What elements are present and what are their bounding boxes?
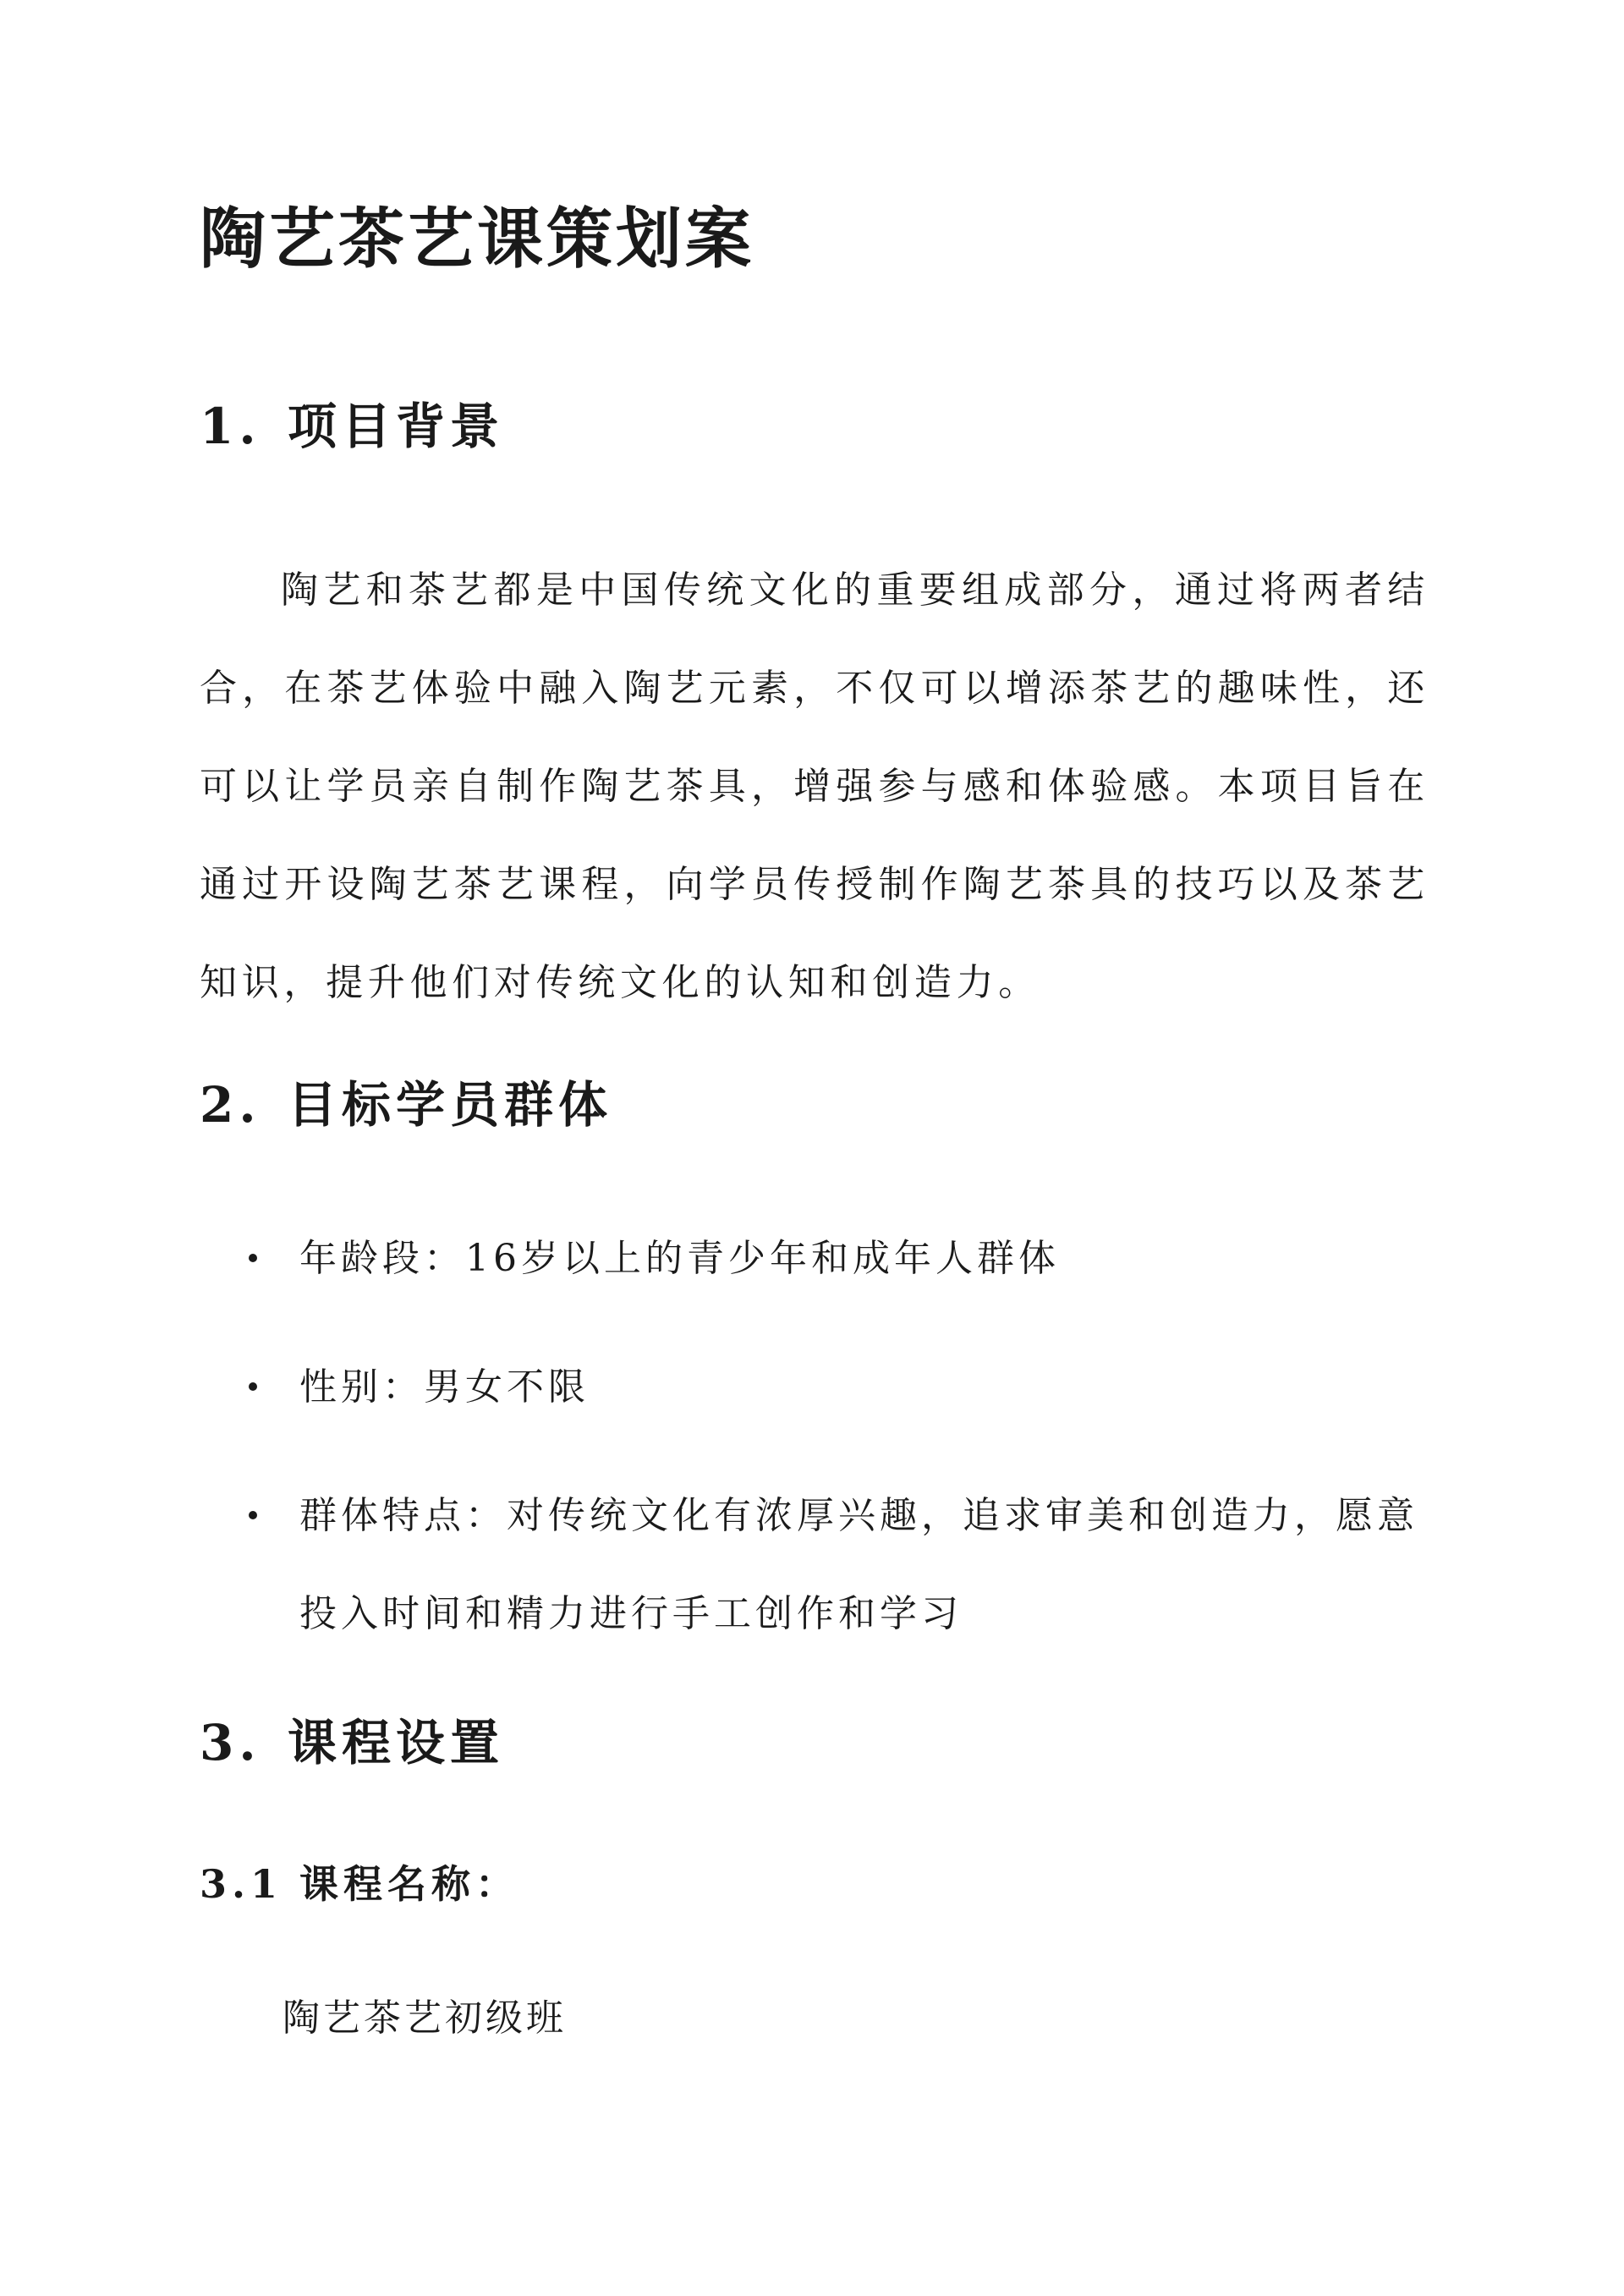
list-item-text: 群体特点：对传统文化有浓厚兴趣，追求审美和创造力，愿意投入时间和精力进行手工创作和学习 — [299, 1494, 1418, 1635]
bullet-icon — [249, 1511, 257, 1519]
section-number: 1. — [200, 398, 261, 455]
section-title: 课程设置 — [288, 1714, 505, 1771]
subsection-number: 3.1 — [200, 1861, 283, 1907]
subsection-title: 课程名称： — [299, 1861, 519, 1907]
list-item — [200, 1338, 1429, 1436]
section-heading-course-setup — [200, 1714, 504, 1773]
background-paragraph: 陶艺和茶艺都是中国传统文化的重要组成部分，通过将两者结合，在茶艺体验中融入陶艺元素，不仅可以增添茶艺的趣味性，还可以让学员亲自制作陶艺茶具，增强参与感和体验感。本项目旨在通过开设陶艺茶艺课程，向学员传授制作陶艺茶具的技巧以及茶艺知识，提升他们对传统文化的认知和创造力。 — [200, 569, 1429, 1004]
section-title: 项目背景 — [288, 398, 505, 455]
bullet-icon — [249, 1382, 257, 1391]
list-item — [200, 1467, 1429, 1663]
target-group-list — [200, 1210, 1429, 1694]
subsection-heading-course-name — [200, 1861, 519, 1908]
list-item-text: 年龄段：16岁以上的青少年和成年人群体 — [299, 1237, 1060, 1280]
section-heading-target-group — [200, 1076, 612, 1135]
section-number: 3. — [200, 1714, 261, 1771]
course-name: 陶艺茶艺初级班 — [283, 1997, 567, 2040]
section-heading-background — [200, 398, 504, 457]
section-title: 目标学员群体 — [288, 1076, 613, 1134]
bullet-icon — [249, 1254, 257, 1262]
list-item-text: 性别：男女不限 — [299, 1365, 590, 1409]
section-number: 2. — [200, 1076, 261, 1134]
list-item — [200, 1210, 1429, 1308]
document-title: 陶艺茶艺课策划案 — [200, 200, 755, 277]
